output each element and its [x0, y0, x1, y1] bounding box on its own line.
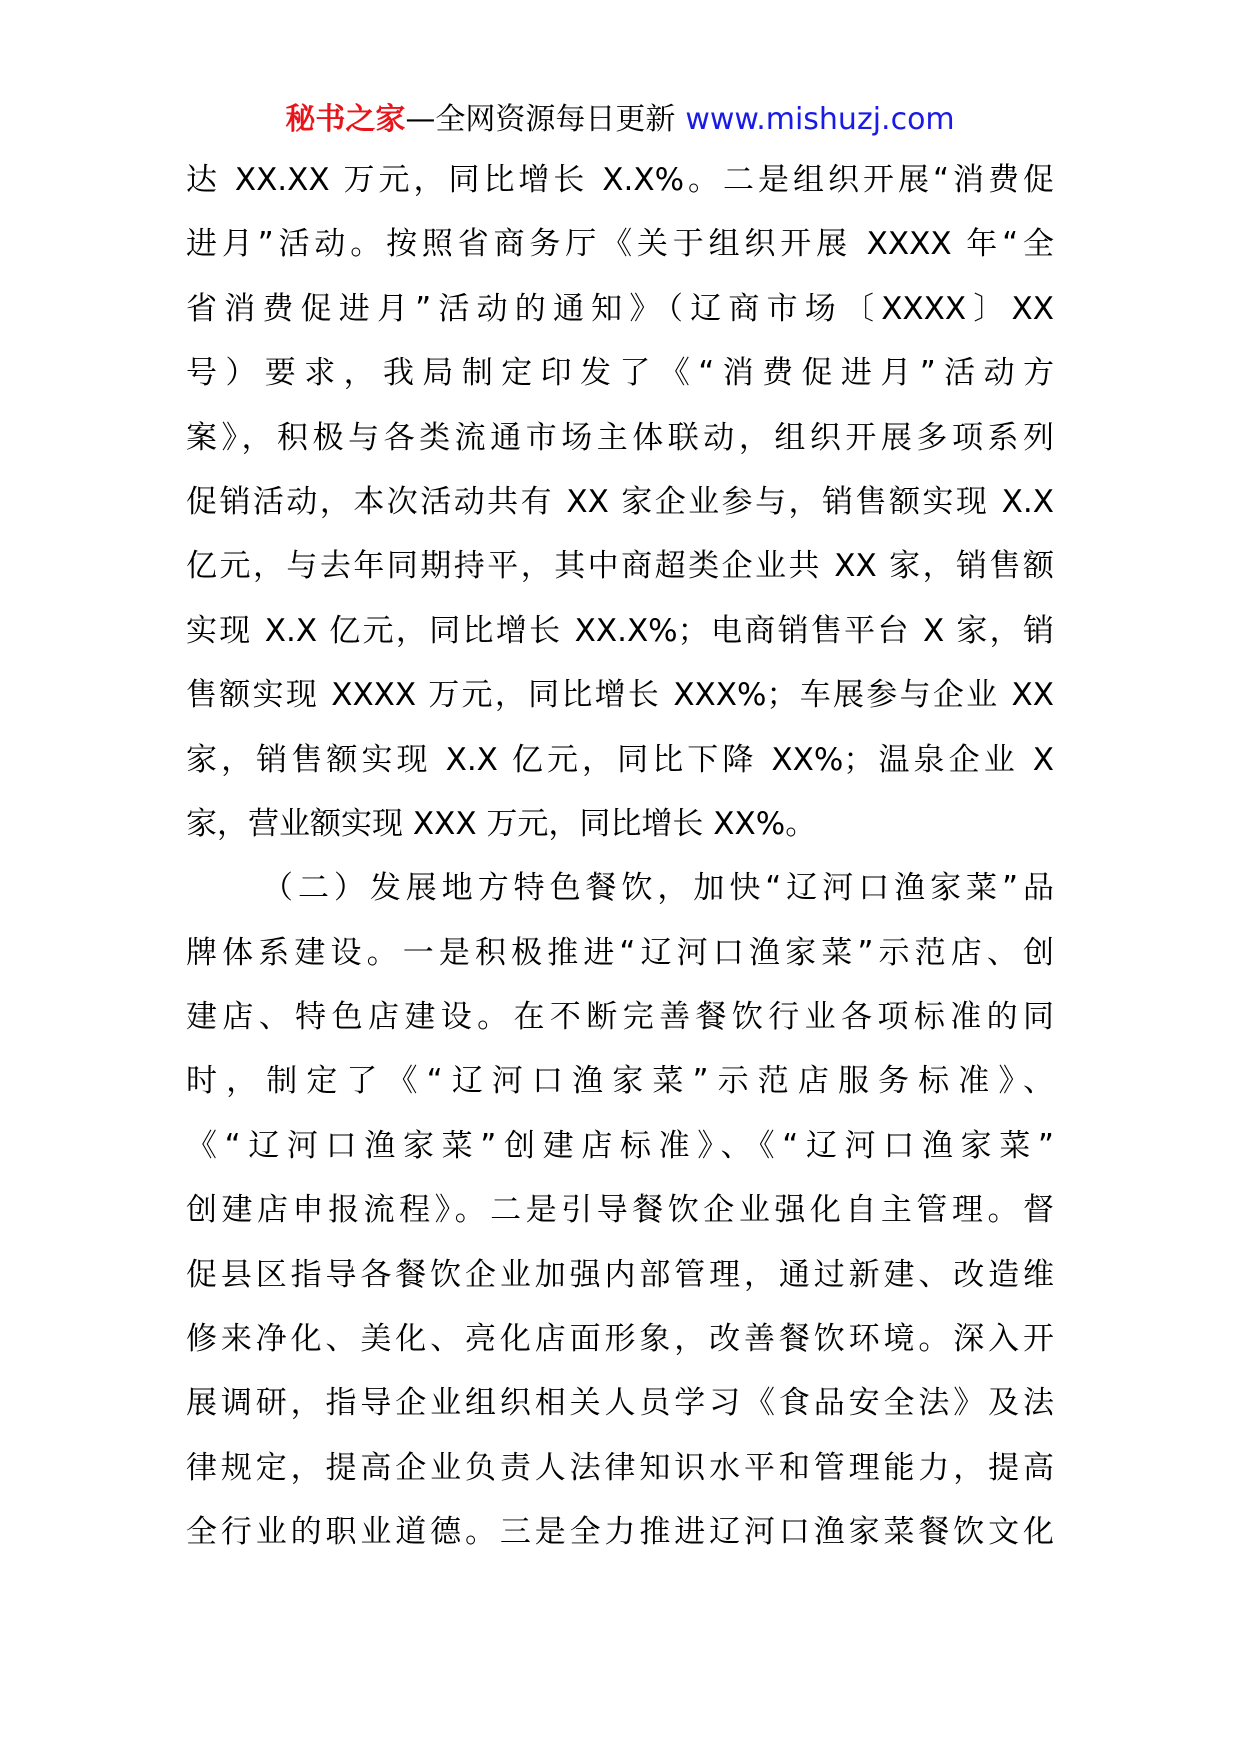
brand-name: 秘书之家 — [285, 102, 406, 137]
text-line: 建店、特色店建设。在不断完善餐饮行业各项标准的同 — [186, 999, 1054, 1036]
document-body — [186, 148, 1054, 1565]
text-line: 促销活动，本次活动共有 XX 家企业参与，销售额实现 X.X — [186, 483, 1054, 520]
text-line: 实现 X.X 亿元，同比增长 XX.X%；电商销售平台 X 家，销 — [186, 612, 1054, 649]
section-heading-line: （二）发展地方特色餐饮，加快“辽河口渔家菜”品 — [262, 870, 1054, 907]
text-line: 案》，积极与各类流通市场主体联动，组织开展多项系列 — [186, 419, 1054, 456]
text-line: 展调研，指导企业组织相关人员学习《食品安全法》及法 — [186, 1385, 1054, 1422]
page-header — [0, 100, 1240, 140]
text-line: 《“辽河口渔家菜”创建店标准》、《“辽河口渔家菜” — [186, 1127, 1054, 1164]
text-line: 时，制定了《“辽河口渔家菜”示范店服务标准》、 — [186, 1063, 1054, 1100]
text-line: 家，销售额实现 X.X 亿元，同比下降 XX%；温泉企业 X — [186, 741, 1054, 778]
header-tagline: —全网资源每日更新 — [405, 102, 676, 137]
text-line: 达 XX.XX 万元，同比增长 X.X%。二是组织开展“消费促 — [186, 162, 1054, 198]
text-line: 促县区指导各餐饮企业加强内部管理，通过新建、改造维 — [186, 1256, 1054, 1293]
text-line: 省消费促进月”活动的通知》（辽商市场〔XXXX〕XX — [186, 290, 1054, 327]
text-line: 进月”活动。按照省商务厅《关于组织开展 XXXX 年“全 — [186, 226, 1054, 263]
text-line: 亿元，与去年同期持平，其中商超类企业共 XX 家，销售额 — [186, 548, 1054, 585]
text-line: 号）要求，我局制定印发了《“消费促进月”活动方 — [186, 355, 1054, 392]
text-line: 律规定，提高企业负责人法律知识水平和管理能力，提高 — [186, 1449, 1054, 1486]
site-url-link[interactable]: www.mishuzj.com — [685, 102, 955, 137]
text-line: 创建店申报流程》。二是引导餐饮企业强化自主管理。督 — [186, 1192, 1054, 1229]
text-line: 售额实现 XXXX 万元，同比增长 XXX%；车展参与企业 XX — [186, 677, 1054, 714]
text-line: 修来净化、美化、亮化店面形象，改善餐饮环境。深入开 — [186, 1321, 1054, 1358]
text-line: 牌体系建设。一是积极推进“辽河口渔家菜”示范店、创 — [186, 934, 1054, 971]
paragraph-end-line: 家，营业额实现 XXX 万元，同比增长 XX%。 — [186, 805, 817, 842]
text-line: 全行业的职业道德。三是全力推进辽河口渔家菜餐饮文化 — [186, 1514, 1054, 1551]
